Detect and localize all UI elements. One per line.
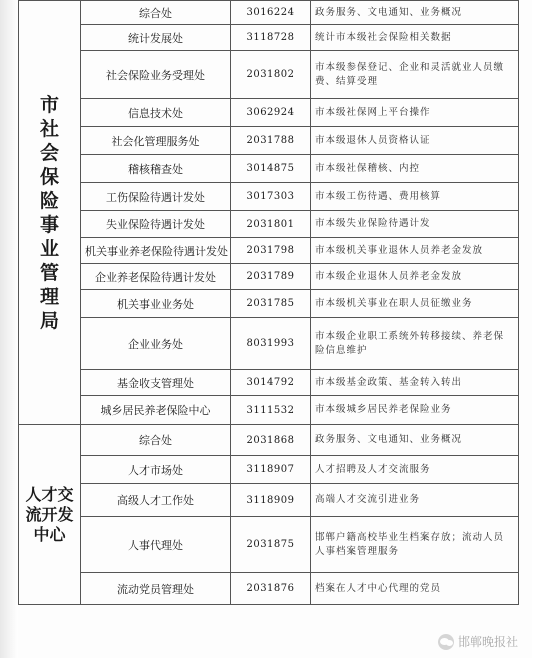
department-phone: 3118728 (231, 25, 311, 51)
department-name: 稽核稽查处 (81, 155, 231, 183)
department-phone: 2031802 (231, 51, 311, 99)
table-row (19, 517, 519, 573)
department-duty: 政务服务、文电通知、业务概况 (311, 1, 519, 25)
table-row (19, 318, 519, 370)
department-duty: 市本级参保登记、企业和灵活就业人员缴费、结算受理 (311, 51, 519, 99)
department-name: 综合处 (81, 425, 231, 456)
department-phone: 2031876 (231, 573, 311, 605)
organization-name: 人才交流开发中心 (19, 425, 81, 605)
department-duty: 市本级企业退休人员养老金发放 (311, 264, 519, 290)
department-phone: 3062924 (231, 99, 311, 127)
department-phone: 2031875 (231, 517, 311, 573)
department-duty: 市本级企业职工系统外转移接续、养老保险信息维护 (311, 318, 519, 370)
department-phone: 2031798 (231, 238, 311, 264)
department-phone: 2031868 (231, 425, 311, 456)
organization-name: 市社会保险事业管理局 (19, 1, 81, 425)
department-phone: 2031789 (231, 264, 311, 290)
table-row (19, 238, 519, 264)
table-row (19, 99, 519, 127)
department-name: 失业保险待遇计发处 (81, 211, 231, 238)
department-name: 基金收支管理处 (81, 370, 231, 396)
department-name: 综合处 (81, 1, 231, 25)
page-fold-shadow (0, 0, 18, 658)
directory-body (19, 1, 519, 605)
department-duty: 市本级社保稽核、内控 (311, 155, 519, 183)
table-row (19, 484, 519, 517)
table-row (19, 396, 519, 425)
table-row (19, 211, 519, 238)
department-name: 企业业务处 (81, 318, 231, 370)
department-phone: 2031788 (231, 127, 311, 155)
department-duty: 邯郸户籍高校毕业生档案存放；流动人员人事档案管理服务 (311, 517, 519, 573)
department-name: 工伤保险待遇计发处 (81, 183, 231, 211)
department-duty: 政务服务、文电通知、业务概况 (311, 425, 519, 456)
department-duty: 高端人才交流引进业务 (311, 484, 519, 517)
department-duty: 市本级社保网上平台操作 (311, 99, 519, 127)
wechat-icon (438, 634, 454, 650)
department-phone: 3111532 (231, 396, 311, 425)
directory-sheet (18, 0, 532, 658)
table-row (19, 456, 519, 484)
table-row (19, 264, 519, 290)
department-phone: 3016224 (231, 1, 311, 25)
department-name: 人才市场处 (81, 456, 231, 484)
department-duty: 市本级机关事业退休人员养老金发放 (311, 238, 519, 264)
department-directory-table (18, 0, 519, 605)
department-duty: 统计市本级社会保险相关数据 (311, 25, 519, 51)
table-row (19, 183, 519, 211)
department-duty: 档案在人才中心代理的党员 (311, 573, 519, 605)
department-phone: 3017303 (231, 183, 311, 211)
department-phone: 2031785 (231, 290, 311, 318)
department-name: 机关事业养老保险待遇计发处 (81, 238, 231, 264)
department-duty: 市本级基金政策、基金转入转出 (311, 370, 519, 396)
department-name: 机关事业业务处 (81, 290, 231, 318)
table-row (19, 370, 519, 396)
department-name: 社会保险业务受理处 (81, 51, 231, 99)
department-phone: 3014875 (231, 155, 311, 183)
department-name: 企业养老保险待遇计发处 (81, 264, 231, 290)
table-row (19, 573, 519, 605)
department-duty: 市本级城乡居民养老保险业务 (311, 396, 519, 425)
department-name: 社会化管理服务处 (81, 127, 231, 155)
department-duty: 市本级失业保险待遇计发 (311, 211, 519, 238)
department-name: 统计发展处 (81, 25, 231, 51)
watermark-text: 邯郸晚报社 (457, 635, 518, 649)
department-name: 人事代理处 (81, 517, 231, 573)
department-duty: 市本级退休人员资格认证 (311, 127, 519, 155)
department-duty: 人才招聘及人才交流服务 (311, 456, 519, 484)
department-name: 高级人才工作处 (81, 484, 231, 517)
table-row (19, 290, 519, 318)
table-row (19, 127, 519, 155)
department-phone: 8031993 (231, 318, 311, 370)
table-row (19, 51, 519, 99)
department-phone: 3118909 (231, 484, 311, 517)
department-phone: 3014792 (231, 370, 311, 396)
watermark (438, 633, 518, 650)
table-row (19, 155, 519, 183)
department-duty: 市本级工伤待遇、费用核算 (311, 183, 519, 211)
department-phone: 2031801 (231, 211, 311, 238)
table-row (19, 425, 519, 456)
table-row (19, 1, 519, 25)
department-name: 城乡居民养老保险中心 (81, 396, 231, 425)
department-duty: 市本级机关事业在职人员征缴业务 (311, 290, 519, 318)
department-name: 流动党员管理处 (81, 573, 231, 605)
department-name: 信息技术处 (81, 99, 231, 127)
table-row (19, 25, 519, 51)
department-phone: 3118907 (231, 456, 311, 484)
